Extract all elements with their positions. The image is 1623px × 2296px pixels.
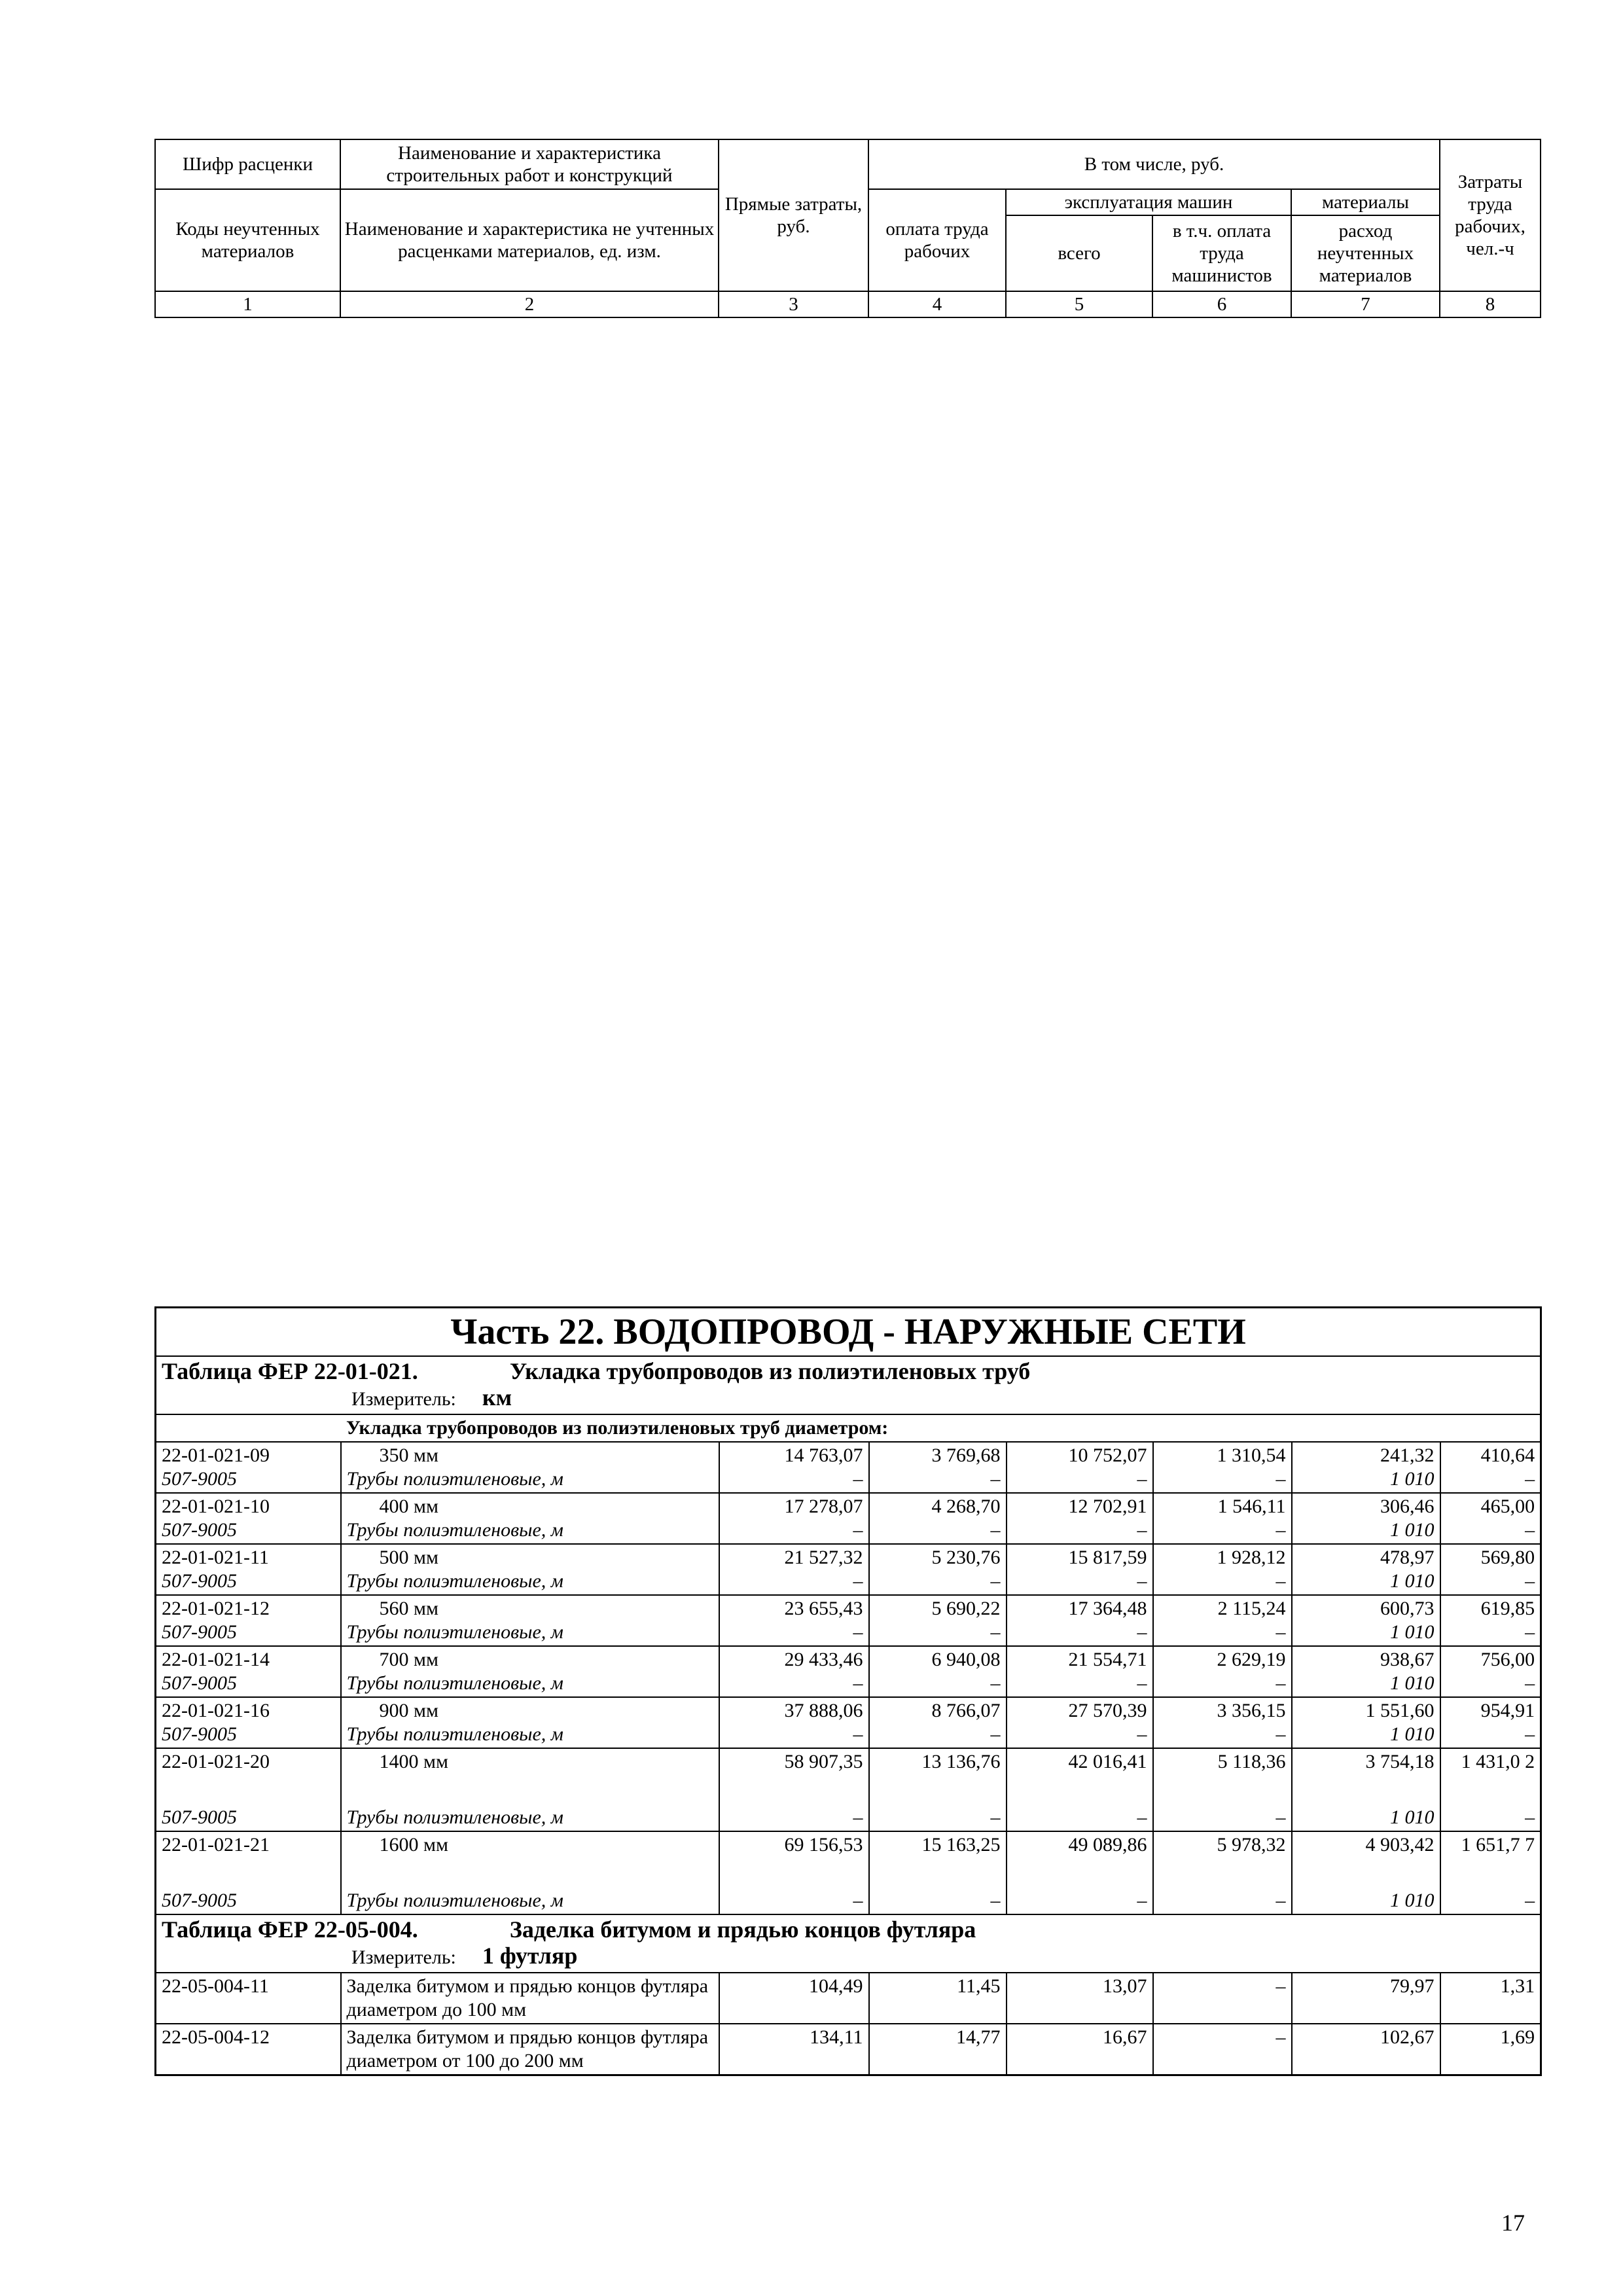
material-labor: – bbox=[869, 1672, 1007, 1697]
header-material-codes: Коды неучтенных материалов bbox=[155, 189, 340, 291]
material-consumption: 1 010 bbox=[1292, 1621, 1440, 1646]
material-machines: – bbox=[1007, 1672, 1153, 1697]
materials-cost: 478,97 bbox=[1292, 1544, 1440, 1570]
rate-name: 1400 мм bbox=[341, 1748, 719, 1806]
machinist-pay: – bbox=[1153, 2024, 1292, 2075]
machines-total: 27 570,39 bbox=[1007, 1697, 1153, 1723]
rate-name: 900 мм bbox=[341, 1697, 719, 1723]
labor-pay: 11,45 bbox=[869, 1973, 1007, 2024]
rate-name: 560 мм bbox=[341, 1595, 719, 1621]
material-name: Трубы полиэтиленовые, м bbox=[341, 1570, 719, 1595]
labor-pay: 6 940,08 bbox=[869, 1646, 1007, 1672]
machinist-pay: 2 115,24 bbox=[1153, 1595, 1292, 1621]
material-direct: – bbox=[719, 1889, 869, 1914]
material-labor: – bbox=[869, 1723, 1007, 1748]
material-code: 507-9005 bbox=[156, 1621, 341, 1646]
rate-code: 22-01-021-20 bbox=[156, 1748, 341, 1806]
rate-code: 22-01-021-12 bbox=[156, 1595, 341, 1621]
material-row bbox=[156, 1806, 1541, 1831]
material-name: Трубы полиэтиленовые, м bbox=[341, 1889, 719, 1914]
material-labor: – bbox=[869, 1621, 1007, 1646]
table1-heading bbox=[156, 1356, 1541, 1414]
material-row bbox=[156, 1570, 1541, 1595]
rate-name: 500 мм bbox=[341, 1544, 719, 1570]
material-consumption: 1 010 bbox=[1292, 1806, 1440, 1831]
rate-name: 350 мм bbox=[341, 1442, 719, 1467]
machines-total: 49 089,86 bbox=[1007, 1831, 1153, 1889]
labor-pay: 8 766,07 bbox=[869, 1697, 1007, 1723]
material-direct: – bbox=[719, 1518, 869, 1544]
header-unaccounted-materials: расход неучтенных материалов bbox=[1291, 215, 1440, 291]
header-machines-total: всего bbox=[1006, 215, 1152, 291]
table-row bbox=[156, 1595, 1541, 1621]
labor-hours: 465,00 bbox=[1440, 1493, 1541, 1518]
labor-pay: 14,77 bbox=[869, 2024, 1007, 2075]
rate-code: 22-01-021-10 bbox=[156, 1493, 341, 1518]
materials-cost: 102,67 bbox=[1292, 2024, 1440, 2075]
material-direct: – bbox=[719, 1723, 869, 1748]
material-direct: – bbox=[719, 1806, 869, 1831]
table-row bbox=[156, 1831, 1541, 1889]
column-number: 6 bbox=[1152, 291, 1291, 317]
header-code: Шифр расценки bbox=[155, 139, 340, 189]
material-consumption: 1 010 bbox=[1292, 1889, 1440, 1914]
material-hours: – bbox=[1440, 1806, 1541, 1831]
direct-costs: 21 527,32 bbox=[719, 1544, 869, 1570]
table-row bbox=[156, 1442, 1541, 1467]
material-consumption: 1 010 bbox=[1292, 1570, 1440, 1595]
table-row bbox=[156, 2024, 1541, 2075]
rate-code: 22-01-021-14 bbox=[156, 1646, 341, 1672]
labor-pay: 5 690,22 bbox=[869, 1595, 1007, 1621]
table2-measure-unit: 1 футляр bbox=[482, 1943, 578, 1969]
material-machinist: – bbox=[1153, 1723, 1292, 1748]
material-machinist: – bbox=[1153, 1570, 1292, 1595]
rate-code: 22-01-021-21 bbox=[156, 1831, 341, 1889]
header-name: Наименование и характеристика строительных работ и конструкций bbox=[340, 139, 719, 189]
material-consumption: 1 010 bbox=[1292, 1518, 1440, 1544]
rate-code: 22-05-004-11 bbox=[156, 1973, 341, 2024]
material-direct: – bbox=[719, 1467, 869, 1493]
material-machines: – bbox=[1007, 1570, 1153, 1595]
direct-costs: 17 278,07 bbox=[719, 1493, 869, 1518]
direct-costs: 23 655,43 bbox=[719, 1595, 869, 1621]
machines-total: 15 817,59 bbox=[1007, 1544, 1153, 1570]
rate-name: 1600 мм bbox=[341, 1831, 719, 1889]
machinist-pay: 2 629,19 bbox=[1153, 1646, 1292, 1672]
table1-subheading: Укладка трубопроводов из полиэтиленовых труб диаметром: bbox=[156, 1414, 1541, 1442]
direct-costs: 58 907,35 bbox=[719, 1748, 869, 1806]
material-code: 507-9005 bbox=[156, 1723, 341, 1748]
materials-cost: 306,46 bbox=[1292, 1493, 1440, 1518]
machines-total: 42 016,41 bbox=[1007, 1748, 1153, 1806]
table-row bbox=[156, 1697, 1541, 1723]
rate-code: 22-01-021-16 bbox=[156, 1697, 341, 1723]
material-labor: – bbox=[869, 1806, 1007, 1831]
material-direct: – bbox=[719, 1621, 869, 1646]
machines-total: 21 554,71 bbox=[1007, 1646, 1153, 1672]
table2-heading bbox=[156, 1914, 1541, 1973]
machines-total: 16,67 bbox=[1007, 2024, 1153, 2075]
labor-pay: 13 136,76 bbox=[869, 1748, 1007, 1806]
direct-costs: 134,11 bbox=[719, 2024, 869, 2075]
labor-pay: 15 163,25 bbox=[869, 1831, 1007, 1889]
material-machines: – bbox=[1007, 1806, 1153, 1831]
table-row bbox=[156, 1748, 1541, 1806]
table1-measure-unit: км bbox=[482, 1384, 512, 1410]
material-name: Трубы полиэтиленовые, м bbox=[341, 1518, 719, 1544]
material-name: Трубы полиэтиленовые, м bbox=[341, 1672, 719, 1697]
table-row bbox=[156, 1493, 1541, 1518]
labor-pay: 5 230,76 bbox=[869, 1544, 1007, 1570]
material-code: 507-9005 bbox=[156, 1467, 341, 1493]
part-title: Часть 22. ВОДОПРОВОД - НАРУЖНЫЕ СЕТИ bbox=[156, 1308, 1541, 1357]
page-number: 17 bbox=[1501, 2210, 1525, 2236]
material-machinist: – bbox=[1153, 1467, 1292, 1493]
table2-code: Таблица ФЕР 22-05-004. bbox=[162, 1916, 418, 1943]
material-code: 507-9005 bbox=[156, 1806, 341, 1831]
rate-code: 22-01-021-11 bbox=[156, 1544, 341, 1570]
material-machinist: – bbox=[1153, 1889, 1292, 1914]
material-hours: – bbox=[1440, 1467, 1541, 1493]
column-number: 4 bbox=[868, 291, 1006, 317]
table2-name: Заделка битумом и прядью концов футляра bbox=[509, 1916, 976, 1943]
labor-hours: 1,69 bbox=[1440, 2024, 1541, 2075]
material-consumption: 1 010 bbox=[1292, 1723, 1440, 1748]
machinist-pay: 3 356,15 bbox=[1153, 1697, 1292, 1723]
machinist-pay: 5 118,36 bbox=[1153, 1748, 1292, 1806]
labor-hours: 756,00 bbox=[1440, 1646, 1541, 1672]
machines-total: 13,07 bbox=[1007, 1973, 1153, 2024]
table1-measure-label: Измеритель: bbox=[351, 1388, 456, 1410]
material-row bbox=[156, 1467, 1541, 1493]
column-number: 1 bbox=[155, 291, 340, 317]
labor-pay: 4 268,70 bbox=[869, 1493, 1007, 1518]
rate-name: 400 мм bbox=[341, 1493, 719, 1518]
material-consumption: 1 010 bbox=[1292, 1467, 1440, 1493]
material-machines: – bbox=[1007, 1518, 1153, 1544]
machinist-pay: 5 978,32 bbox=[1153, 1831, 1292, 1889]
labor-hours: 1 431,0 2 bbox=[1440, 1748, 1541, 1806]
header-machines: эксплуатация машин bbox=[1006, 189, 1291, 215]
header-labor-hours: Затраты труда рабочих, чел.-ч bbox=[1440, 139, 1541, 291]
material-name: Трубы полиэтиленовые, м bbox=[341, 1806, 719, 1831]
material-row bbox=[156, 1518, 1541, 1544]
machinist-pay: – bbox=[1153, 1973, 1292, 2024]
material-machines: – bbox=[1007, 1723, 1153, 1748]
column-number: 5 bbox=[1006, 291, 1152, 317]
material-direct: – bbox=[719, 1672, 869, 1697]
material-hours: – bbox=[1440, 1518, 1541, 1544]
material-labor: – bbox=[869, 1889, 1007, 1914]
table1-name: Укладка трубопроводов из полиэтиленовых труб bbox=[509, 1358, 1031, 1384]
materials-cost: 1 551,60 bbox=[1292, 1697, 1440, 1723]
material-code: 507-9005 bbox=[156, 1889, 341, 1914]
header-machinist-pay: в т.ч. оплата труда машинистов bbox=[1152, 215, 1291, 291]
machinist-pay: 1 546,11 bbox=[1153, 1493, 1292, 1518]
material-row bbox=[156, 1672, 1541, 1697]
material-consumption: 1 010 bbox=[1292, 1672, 1440, 1697]
table1-code: Таблица ФЕР 22-01-021. bbox=[162, 1358, 418, 1384]
table-row bbox=[156, 1646, 1541, 1672]
material-name: Трубы полиэтиленовые, м bbox=[341, 1621, 719, 1646]
labor-hours: 1,31 bbox=[1440, 1973, 1541, 2024]
material-labor: – bbox=[869, 1467, 1007, 1493]
machines-total: 12 702,91 bbox=[1007, 1493, 1153, 1518]
material-row bbox=[156, 1889, 1541, 1914]
column-header-table bbox=[154, 139, 1541, 318]
machinist-pay: 1 310,54 bbox=[1153, 1442, 1292, 1467]
material-code: 507-9005 bbox=[156, 1672, 341, 1697]
material-labor: – bbox=[869, 1570, 1007, 1595]
direct-costs: 14 763,07 bbox=[719, 1442, 869, 1467]
materials-cost: 79,97 bbox=[1292, 1973, 1440, 2024]
material-hours: – bbox=[1440, 1672, 1541, 1697]
materials-cost: 600,73 bbox=[1292, 1595, 1440, 1621]
machines-total: 10 752,07 bbox=[1007, 1442, 1153, 1467]
header-material-names: Наименование и характеристика не учтенных расценками материалов, ед. изм. bbox=[340, 189, 719, 291]
material-name: Трубы полиэтиленовые, м bbox=[341, 1467, 719, 1493]
materials-cost: 4 903,42 bbox=[1292, 1831, 1440, 1889]
labor-hours: 954,91 bbox=[1440, 1697, 1541, 1723]
table-row bbox=[156, 1544, 1541, 1570]
material-machines: – bbox=[1007, 1621, 1153, 1646]
labor-hours: 619,85 bbox=[1440, 1595, 1541, 1621]
material-name: Трубы полиэтиленовые, м bbox=[341, 1723, 719, 1748]
materials-cost: 3 754,18 bbox=[1292, 1748, 1440, 1806]
rate-code: 22-05-004-12 bbox=[156, 2024, 341, 2075]
material-machinist: – bbox=[1153, 1518, 1292, 1544]
rate-name: Заделка битумом и прядью концов футляра диаметром от 100 до 200 мм bbox=[341, 2024, 719, 2075]
material-hours: – bbox=[1440, 1570, 1541, 1595]
header-in-that-number: В том числе, руб. bbox=[868, 139, 1440, 189]
material-hours: – bbox=[1440, 1889, 1541, 1914]
column-numbers-row bbox=[155, 291, 1541, 317]
labor-hours: 569,80 bbox=[1440, 1544, 1541, 1570]
rate-name: Заделка битумом и прядью концов футляра диаметром до 100 мм bbox=[341, 1973, 719, 2024]
materials-cost: 938,67 bbox=[1292, 1646, 1440, 1672]
material-machinist: – bbox=[1153, 1621, 1292, 1646]
material-machines: – bbox=[1007, 1467, 1153, 1493]
material-labor: – bbox=[869, 1518, 1007, 1544]
rate-code: 22-01-021-09 bbox=[156, 1442, 341, 1467]
material-code: 507-9005 bbox=[156, 1518, 341, 1544]
column-number: 3 bbox=[719, 291, 868, 317]
header-materials: материалы bbox=[1291, 189, 1440, 215]
price-table bbox=[154, 1306, 1542, 2076]
labor-hours: 1 651,7 7 bbox=[1440, 1831, 1541, 1889]
material-hours: – bbox=[1440, 1723, 1541, 1748]
material-direct: – bbox=[719, 1570, 869, 1595]
material-row bbox=[156, 1621, 1541, 1646]
labor-pay: 3 769,68 bbox=[869, 1442, 1007, 1467]
direct-costs: 37 888,06 bbox=[719, 1697, 869, 1723]
machines-total: 17 364,48 bbox=[1007, 1595, 1153, 1621]
rate-name: 700 мм bbox=[341, 1646, 719, 1672]
direct-costs: 29 433,46 bbox=[719, 1646, 869, 1672]
material-machinist: – bbox=[1153, 1672, 1292, 1697]
machinist-pay: 1 928,12 bbox=[1153, 1544, 1292, 1570]
labor-hours: 410,64 bbox=[1440, 1442, 1541, 1467]
column-number: 7 bbox=[1291, 291, 1440, 317]
direct-costs: 69 156,53 bbox=[719, 1831, 869, 1889]
material-hours: – bbox=[1440, 1621, 1541, 1646]
header-direct-costs: Прямые затраты, руб. bbox=[719, 139, 868, 291]
header-labor-pay: оплата труда рабочих bbox=[868, 189, 1006, 291]
column-number: 2 bbox=[340, 291, 719, 317]
material-code: 507-9005 bbox=[156, 1570, 341, 1595]
material-machines: – bbox=[1007, 1889, 1153, 1914]
materials-cost: 241,32 bbox=[1292, 1442, 1440, 1467]
table2-measure-label: Измеритель: bbox=[351, 1946, 456, 1968]
material-row bbox=[156, 1723, 1541, 1748]
direct-costs: 104,49 bbox=[719, 1973, 869, 2024]
table-row bbox=[156, 1973, 1541, 2024]
material-machinist: – bbox=[1153, 1806, 1292, 1831]
column-number: 8 bbox=[1440, 291, 1541, 317]
